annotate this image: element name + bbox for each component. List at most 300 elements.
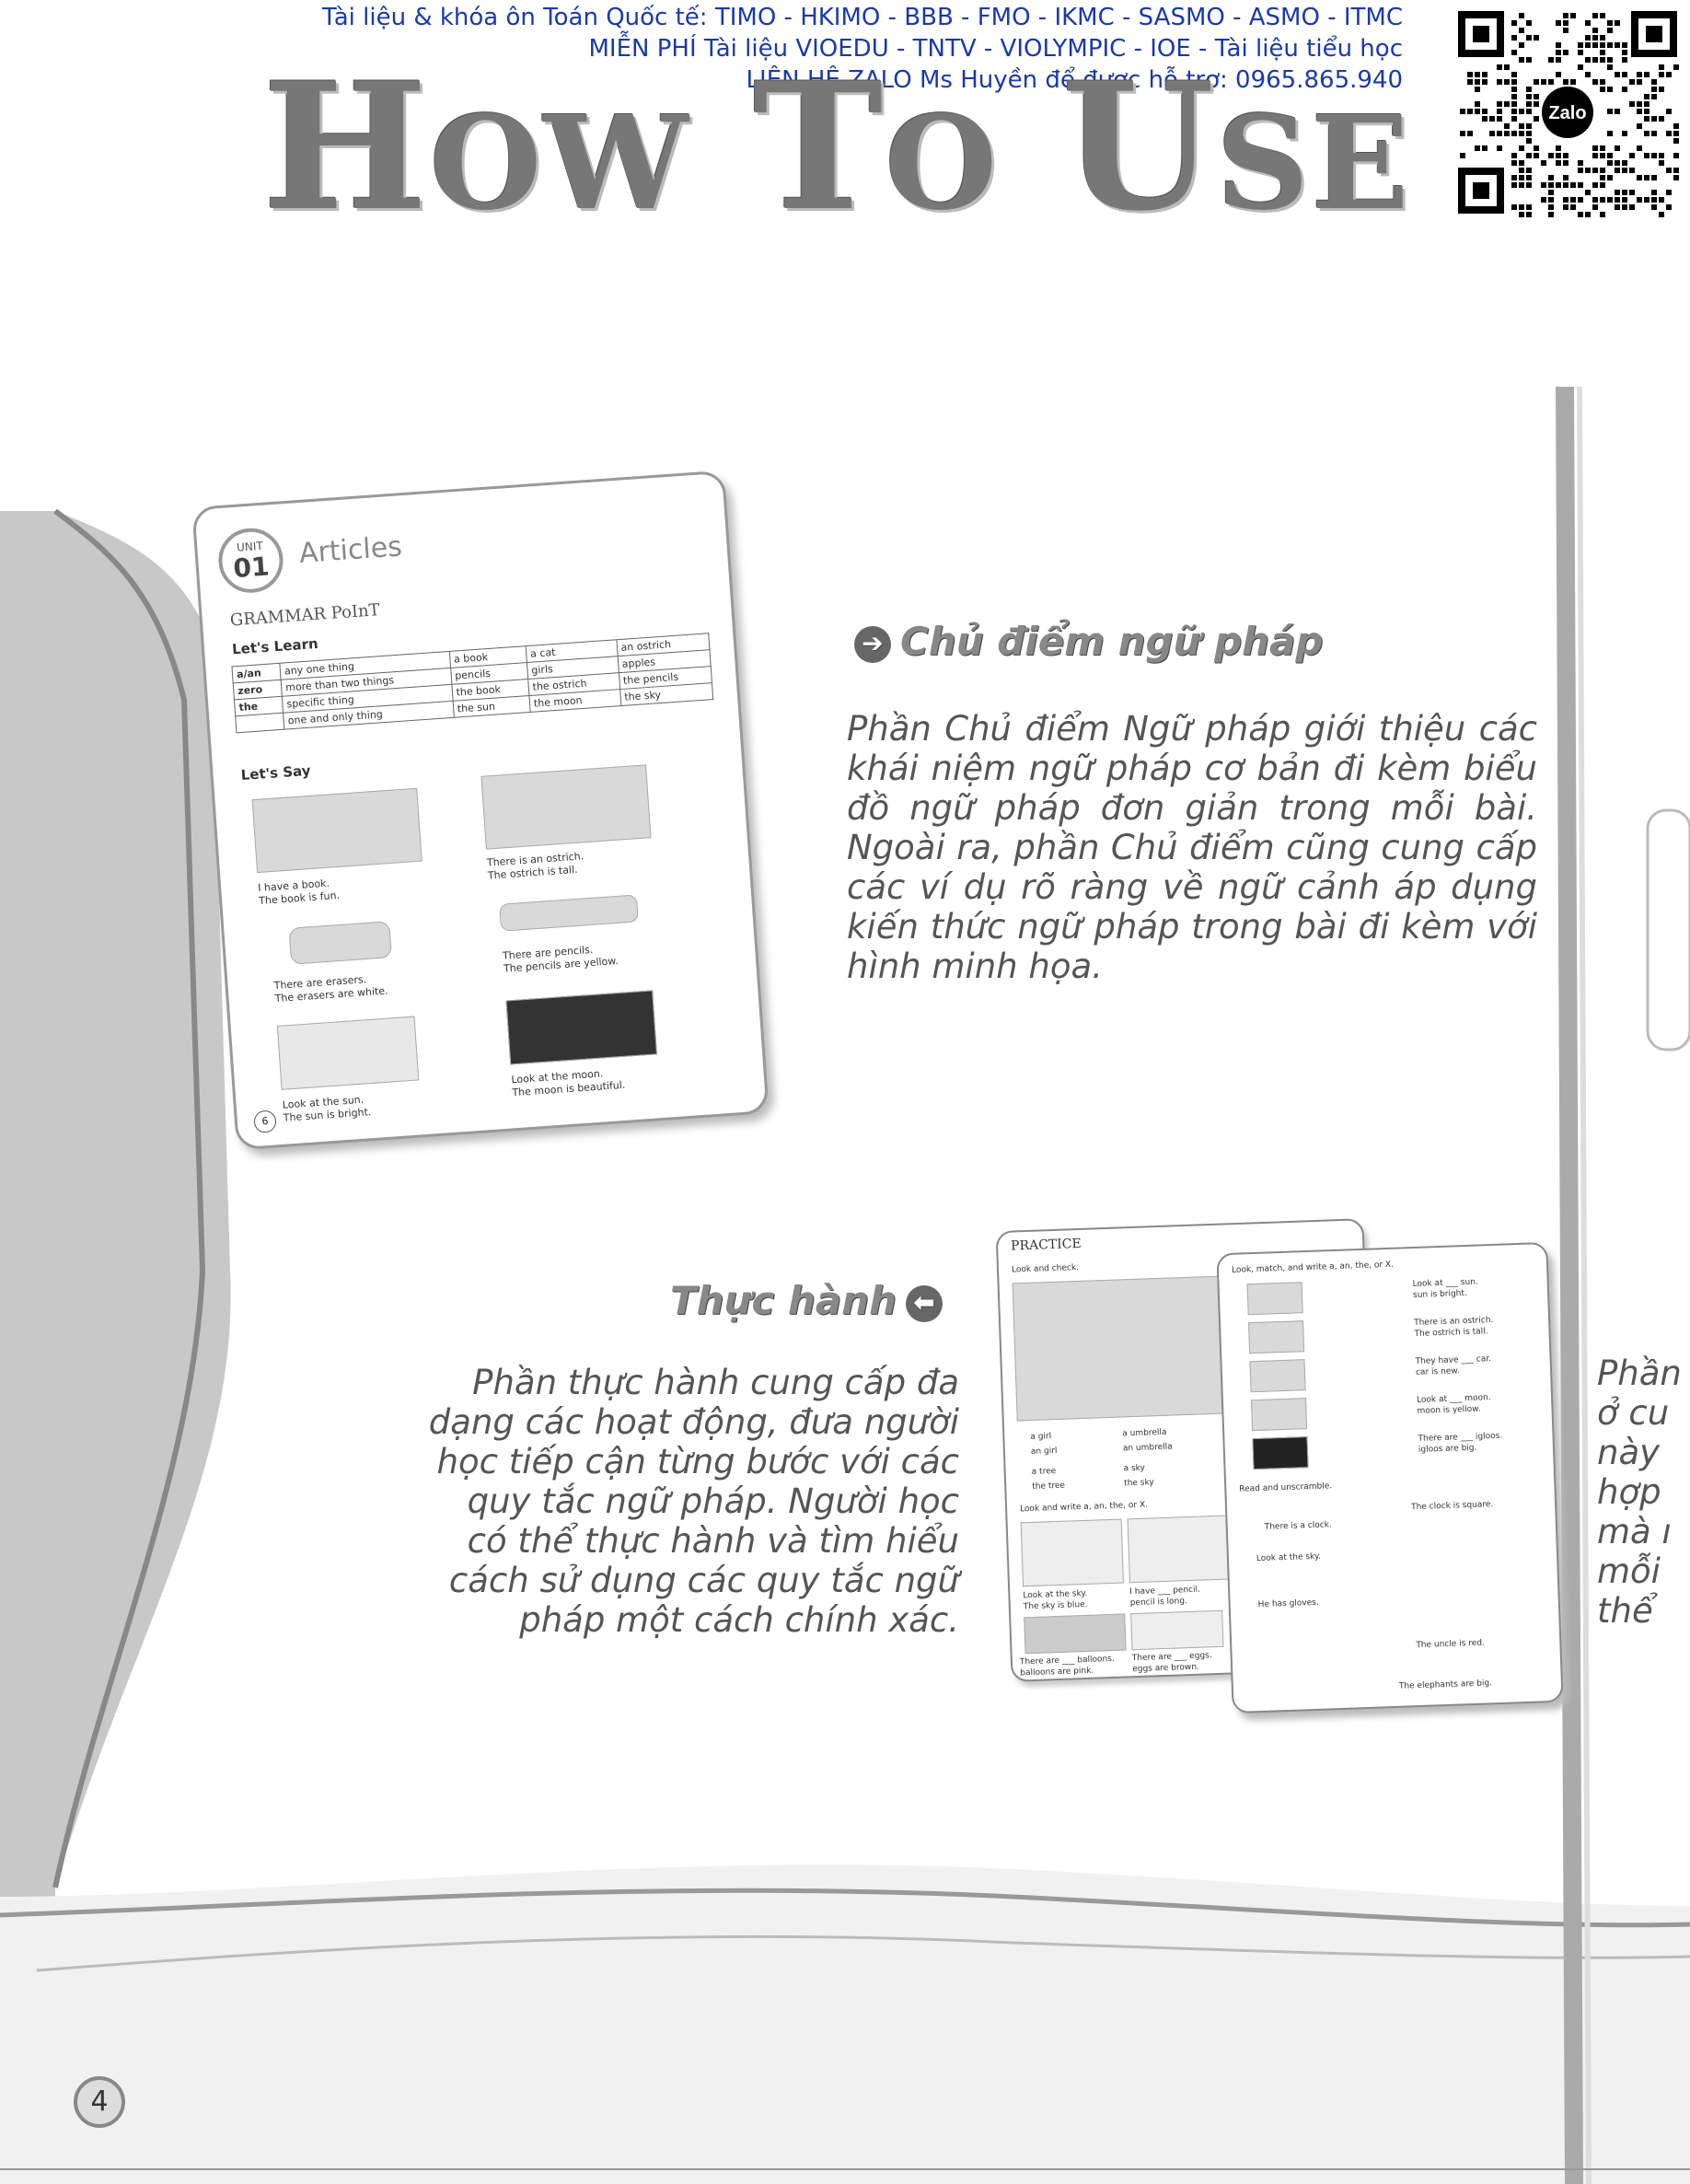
qr-module xyxy=(1607,42,1613,48)
qr-module xyxy=(1622,131,1627,136)
match-item-9: There are ___ igloos. xyxy=(1418,1431,1503,1444)
qr-module xyxy=(1585,42,1591,48)
qr-module xyxy=(1578,197,1583,203)
moon-picture xyxy=(505,990,656,1064)
qr-module xyxy=(1607,109,1613,114)
table-cell: apples xyxy=(618,650,712,673)
qr-module xyxy=(1526,212,1532,217)
title-rest-o: O xyxy=(885,88,1000,239)
match-item-5: They have ___ car. xyxy=(1415,1354,1492,1366)
qr-module xyxy=(1673,131,1679,136)
qr-module xyxy=(1570,13,1576,18)
qr-module xyxy=(1548,153,1554,158)
table-cell: the ostrich xyxy=(528,673,620,696)
qr-module xyxy=(1637,79,1642,85)
qr-module xyxy=(1629,79,1635,85)
qr-module xyxy=(1460,131,1465,136)
qr-module xyxy=(1607,197,1613,203)
qr-module xyxy=(1644,101,1649,107)
qr-module xyxy=(1497,79,1502,85)
qr-module xyxy=(1622,190,1627,195)
caption-4: There are pencils. The pencils are yellow. xyxy=(502,943,619,975)
qr-module xyxy=(1637,72,1642,77)
qr-module xyxy=(1651,190,1657,195)
qr-module xyxy=(1526,204,1532,210)
caption-5: Look at the sun. The sun is bright. xyxy=(282,1093,372,1124)
qr-module xyxy=(1644,153,1649,158)
qr-module xyxy=(1519,42,1524,48)
qr-module xyxy=(1585,212,1591,217)
qr-module xyxy=(1615,190,1620,195)
b-item-8: eggs are brown. xyxy=(1132,1662,1199,1675)
qr-module xyxy=(1497,131,1502,136)
qr-module xyxy=(1511,72,1517,77)
qr-module xyxy=(1607,153,1613,158)
erasers-picture xyxy=(288,921,392,965)
qr-module xyxy=(1504,123,1510,129)
practice-paragraph: Phần thực hành cung cấp đa dạng các hoạt động, đưa người học tiếp cận từng bước với các quy tắc ngữ pháp. Người học có thể thực hành và tìm hiểu cách sử dụng các quy tắc ngữ pháp một cách chính xác. xyxy=(428,1363,959,1640)
qr-module xyxy=(1570,197,1576,203)
qr-module xyxy=(1526,20,1532,26)
sun-picture xyxy=(277,1016,420,1090)
qr-module xyxy=(1482,145,1487,151)
qr-module xyxy=(1556,20,1561,26)
qr-module xyxy=(1644,72,1649,77)
look-write-label: Look and write a, an, the, or X. xyxy=(1019,1500,1149,1515)
qr-module xyxy=(1519,131,1524,136)
qr-module xyxy=(1615,42,1620,48)
qr-module xyxy=(1592,204,1598,210)
right-line-4: hợp xyxy=(1597,1472,1661,1512)
qr-module xyxy=(1570,79,1576,85)
qr-module xyxy=(1585,35,1591,41)
qr-module xyxy=(1563,204,1568,210)
qr-module xyxy=(1511,204,1517,210)
qr-module xyxy=(1556,50,1561,55)
qr-module xyxy=(1548,57,1554,63)
qr-module xyxy=(1556,72,1561,77)
qr-module xyxy=(1519,182,1524,188)
qr-module xyxy=(1637,123,1642,129)
table-cell: an ostrich xyxy=(616,633,710,656)
option-the-sky[interactable]: the sky xyxy=(1124,1478,1154,1489)
qr-module xyxy=(1519,109,1524,114)
read-unscramble-label: Read and unscramble. xyxy=(1239,1481,1333,1494)
option-an-girl[interactable]: an girl xyxy=(1030,1446,1058,1457)
qr-module xyxy=(1600,57,1605,63)
qr-module xyxy=(1673,168,1679,173)
qr-module xyxy=(1622,197,1627,203)
qr-module xyxy=(1556,57,1561,63)
qr-module xyxy=(1497,64,1502,70)
qr-module xyxy=(1651,204,1657,210)
qr-module xyxy=(1504,101,1510,107)
right-line-2: ở cu xyxy=(1597,1393,1670,1433)
qr-module xyxy=(1511,109,1517,114)
qr-module xyxy=(1519,123,1524,129)
qr-module xyxy=(1637,175,1642,180)
qr-module xyxy=(1622,168,1627,173)
qr-module xyxy=(1607,64,1613,70)
qr-module xyxy=(1519,168,1524,173)
pencil-boy-picture xyxy=(1128,1515,1231,1583)
b-item-4: pencil is long. xyxy=(1129,1597,1188,1609)
table-cell: girls xyxy=(527,656,619,680)
b-item-1: Look at the sky. xyxy=(1023,1588,1088,1601)
grammar-point-paragraph: Phần Chủ điểm Ngữ pháp giới thiệu các khái niệm ngữ pháp cơ bản đi kèm biểu đồ ngữ pháp đơn giản trong mỗi bài. Ngoài ra, phần Chủ điểm cũng cung cấp các ví dụ rõ ràng về ngữ cảnh áp dụng kiến thức ngữ pháp trong bài đi kèm với hình minh họa. xyxy=(847,709,1537,986)
qr-module xyxy=(1600,212,1605,217)
qr-module xyxy=(1556,42,1561,48)
read-item-1: The clock is square. xyxy=(1410,1500,1494,1513)
qr-module xyxy=(1644,131,1649,136)
qr-module xyxy=(1534,101,1539,107)
qr-module xyxy=(1526,101,1532,107)
caption-1: I have a book. The book is fun. xyxy=(257,877,341,908)
table-cell xyxy=(236,713,284,733)
qr-module xyxy=(1475,109,1480,114)
qr-module xyxy=(1519,145,1524,151)
qr-module xyxy=(1519,13,1524,18)
qr-module xyxy=(1489,131,1495,136)
b-item-7: There are ___ eggs. xyxy=(1131,1651,1212,1664)
qr-module xyxy=(1637,109,1642,114)
look-check-label: Look and check. xyxy=(1011,1263,1080,1275)
qr-module xyxy=(1548,190,1554,195)
qr-module xyxy=(1519,28,1524,33)
option-a-sky[interactable]: a sky xyxy=(1123,1463,1146,1474)
qr-module xyxy=(1651,153,1657,158)
qr-module xyxy=(1511,50,1517,55)
qr-module xyxy=(1475,101,1480,107)
thumbnail-title: Articles xyxy=(297,530,403,571)
qr-module xyxy=(1578,182,1583,188)
qr-module xyxy=(1651,116,1657,122)
qr-module xyxy=(1475,145,1480,151)
qr-module xyxy=(1592,153,1598,158)
qr-module xyxy=(1534,35,1539,41)
qr-module xyxy=(1651,131,1657,136)
match-item-4: The ostrich is tall. xyxy=(1414,1327,1488,1339)
qr-module xyxy=(1460,153,1465,158)
ostrich-picture xyxy=(480,764,651,849)
qr-module xyxy=(1511,87,1517,92)
qr-module xyxy=(1519,212,1524,217)
qr-module xyxy=(1651,79,1657,85)
unit-label: UNIT xyxy=(236,539,264,554)
qr-module xyxy=(1578,168,1583,173)
qr-module xyxy=(1622,57,1627,63)
table-cell: the xyxy=(234,696,283,716)
qr-module xyxy=(1659,116,1664,122)
pencils-picture xyxy=(499,894,639,931)
right-line-1: Phần xyxy=(1597,1353,1682,1393)
match-item-7: Look at ___ moon. xyxy=(1416,1393,1491,1405)
qr-module xyxy=(1651,175,1657,180)
qr-module xyxy=(1467,109,1473,114)
qr-module xyxy=(1622,50,1627,55)
read-item-3: Look at the sky. xyxy=(1256,1551,1322,1564)
qr-module xyxy=(1526,87,1532,92)
qr-module xyxy=(1585,168,1591,173)
qr-module xyxy=(1526,57,1532,63)
qr-module xyxy=(1592,42,1598,48)
qr-module xyxy=(1600,197,1605,203)
practice-heading-text: Thực hành xyxy=(670,1278,897,1323)
qr-module xyxy=(1556,182,1561,188)
page-number: 4 xyxy=(74,2076,125,2128)
lets-say-label: Let's Say xyxy=(240,761,312,784)
qr-module xyxy=(1651,197,1657,203)
qr-module xyxy=(1475,79,1480,85)
qr-module xyxy=(1467,131,1473,136)
qr-module xyxy=(1556,160,1561,166)
b-item-3: I have ___ pencil. xyxy=(1129,1585,1201,1597)
table-cell: the book xyxy=(451,680,528,702)
read-item-6: The elephants are big. xyxy=(1398,1679,1493,1691)
grammar-point-label: GRAMMAR PoInT xyxy=(229,600,381,631)
qr-module xyxy=(1534,153,1539,158)
read-item-4: He has gloves. xyxy=(1257,1597,1319,1610)
qr-module xyxy=(1563,153,1568,158)
table-cell: more than two things xyxy=(281,668,451,696)
qr-module xyxy=(1526,168,1532,173)
qr-module xyxy=(1600,35,1605,41)
balloons-picture xyxy=(1024,1613,1126,1654)
qr-module xyxy=(1504,131,1510,136)
qr-module xyxy=(1629,101,1635,107)
qr-module xyxy=(1578,42,1583,48)
qr-module xyxy=(1592,35,1598,41)
qr-module xyxy=(1615,109,1620,114)
qr-module xyxy=(1585,20,1591,26)
zalo-qr-code[interactable] xyxy=(1453,6,1683,219)
qr-module xyxy=(1511,160,1517,166)
arrow-left-icon: ⬅ xyxy=(906,1285,943,1322)
match-item-3: There is an ostrich. xyxy=(1413,1315,1494,1328)
qr-module xyxy=(1511,20,1517,26)
unit-badge xyxy=(216,526,285,595)
qr-module xyxy=(1541,197,1546,203)
qr-module xyxy=(1526,182,1532,188)
read-item-5: The uncle is red. xyxy=(1416,1638,1486,1651)
eggs-picture xyxy=(1130,1610,1223,1650)
match-pic-1 xyxy=(1247,1282,1303,1315)
qr-module xyxy=(1511,101,1517,107)
grammar-point-heading-text: Chủ điểm ngữ pháp xyxy=(900,619,1324,664)
right-line-7: thể xyxy=(1597,1591,1653,1631)
option-an-umbrella[interactable]: an umbrella xyxy=(1122,1442,1173,1454)
qr-module xyxy=(1637,145,1642,151)
qr-module xyxy=(1526,35,1532,41)
qr-module xyxy=(1615,168,1620,173)
qr-module xyxy=(1592,79,1598,85)
option-the-tree[interactable]: the tree xyxy=(1032,1481,1066,1492)
qr-module xyxy=(1615,160,1620,166)
qr-module xyxy=(1666,204,1672,210)
practice-thumbnail-right xyxy=(1216,1242,1563,1714)
qr-module xyxy=(1600,168,1605,173)
caption-3: There are erasers. The erasers are white. xyxy=(273,973,389,1005)
table-cell: zero xyxy=(233,680,282,700)
qr-module xyxy=(1548,79,1554,85)
qr-module xyxy=(1622,204,1627,210)
qr-module xyxy=(1511,116,1517,122)
option-a-girl[interactable]: a girl xyxy=(1030,1432,1052,1442)
match-item-10: igloos are big. xyxy=(1418,1443,1477,1455)
qr-module xyxy=(1519,160,1524,166)
caption-2: There is an ostrich. The ostrich is tall. xyxy=(486,850,585,882)
qr-module xyxy=(1482,116,1487,122)
qr-module xyxy=(1600,87,1605,92)
qr-module xyxy=(1548,197,1554,203)
table-cell: the moon xyxy=(529,690,621,713)
qr-module xyxy=(1600,50,1605,55)
qr-module xyxy=(1497,145,1502,151)
qr-module xyxy=(1497,101,1502,107)
b-item-6: balloons are pink. xyxy=(1020,1666,1094,1679)
qr-module xyxy=(1659,72,1664,77)
qr-module xyxy=(1644,116,1649,122)
qr-module xyxy=(1659,197,1664,203)
qr-module xyxy=(1600,79,1605,85)
qr-module xyxy=(1548,182,1554,188)
qr-module xyxy=(1526,138,1532,144)
qr-module xyxy=(1592,13,1598,18)
qr-module xyxy=(1570,204,1576,210)
qr-module xyxy=(1460,109,1465,114)
match-pic-3 xyxy=(1249,1359,1305,1392)
promo-line-2: MIỄN PHÍ Tài liệu VIOEDU - TNTV - VIOLYMPIC - IOE - Tài liệu tiểu học xyxy=(588,35,1403,63)
zalo-label: Zalo xyxy=(1548,103,1587,123)
qr-module xyxy=(1666,109,1672,114)
grammar-point-thumbnail xyxy=(191,470,769,1151)
qr-module xyxy=(1629,153,1635,158)
qr-module xyxy=(1570,182,1576,188)
qr-module xyxy=(1592,145,1598,151)
qr-module xyxy=(1659,153,1664,158)
qr-module xyxy=(1673,175,1679,180)
qr-module xyxy=(1511,175,1517,180)
qr-module xyxy=(1534,79,1539,85)
qr-module xyxy=(1519,57,1524,63)
qr-module xyxy=(1578,160,1583,166)
match-item-6: car is new. xyxy=(1415,1366,1460,1377)
qr-module xyxy=(1534,145,1539,151)
lets-learn-label: Let's Learn xyxy=(231,634,319,658)
qr-module xyxy=(1615,72,1620,77)
right-line-5: mà ı xyxy=(1597,1512,1672,1551)
qr-module xyxy=(1607,175,1613,180)
table-cell: any one thing xyxy=(280,651,450,680)
qr-module xyxy=(1497,109,1502,114)
unit-number: 01 xyxy=(232,551,271,585)
match-pic-4 xyxy=(1251,1398,1307,1431)
practice-heading xyxy=(670,1278,952,1323)
table-cell: pencils xyxy=(450,663,527,685)
qr-module xyxy=(1600,13,1605,18)
title-rest-ow: OW xyxy=(429,88,690,239)
qr-module xyxy=(1644,175,1649,180)
qr-module xyxy=(1659,212,1664,217)
qr-module xyxy=(1541,79,1546,85)
qr-module xyxy=(1600,182,1605,188)
qr-module xyxy=(1585,190,1591,195)
option-a-umbrella[interactable]: a umbrella xyxy=(1122,1427,1167,1439)
title-letter-t: T xyxy=(752,44,886,250)
qr-module xyxy=(1511,35,1517,41)
qr-module xyxy=(1607,87,1613,92)
qr-module xyxy=(1563,197,1568,203)
qr-module xyxy=(1651,94,1657,99)
grammar-point-heading xyxy=(845,619,1323,664)
promo-line-3: LIÊN HỆ ZALO Ms Huyền để được hỗ trợ: 0965.865.940 xyxy=(746,66,1403,94)
option-a-tree[interactable]: a tree xyxy=(1031,1467,1057,1477)
qr-module xyxy=(1622,72,1627,77)
qr-module xyxy=(1615,197,1620,203)
qr-module xyxy=(1475,87,1480,92)
qr-module xyxy=(1563,160,1568,166)
qr-module xyxy=(1637,197,1642,203)
qr-module xyxy=(1666,168,1672,173)
qr-module xyxy=(1622,42,1627,48)
qr-module xyxy=(1526,131,1532,136)
match-pic-5 xyxy=(1252,1436,1308,1470)
qr-module xyxy=(1511,94,1517,99)
qr-module xyxy=(1666,190,1672,195)
sky-box-picture xyxy=(1021,1519,1124,1587)
qr-module xyxy=(1563,28,1568,33)
qr-module xyxy=(1511,79,1517,85)
b-item-2: The sky is blue. xyxy=(1023,1599,1088,1612)
qr-module xyxy=(1519,175,1524,180)
table-cell: the sky xyxy=(619,683,713,706)
table-cell: a/an xyxy=(232,663,281,683)
qr-module xyxy=(1578,64,1583,70)
qr-module xyxy=(1489,116,1495,122)
qr-module xyxy=(1482,109,1487,114)
qr-module xyxy=(1622,87,1627,92)
qr-module xyxy=(1644,197,1649,203)
practice-title: PRACTICE xyxy=(1010,1236,1082,1254)
read-item-2: There is a clock. xyxy=(1264,1520,1332,1532)
qr-module xyxy=(1673,153,1679,158)
title-rest-se: SE xyxy=(1216,88,1411,239)
table-cell: a book xyxy=(449,646,527,668)
qr-module xyxy=(1592,57,1598,63)
qr-module xyxy=(1497,116,1502,122)
qr-module xyxy=(1600,145,1605,151)
qr-module xyxy=(1563,182,1568,188)
qr-module xyxy=(1526,109,1532,114)
qr-module xyxy=(1651,87,1657,92)
qr-pattern xyxy=(1453,6,1683,219)
qr-module xyxy=(1534,94,1539,99)
title-letter-u: U xyxy=(1061,44,1217,250)
qr-module xyxy=(1637,101,1642,107)
qr-module xyxy=(1607,131,1613,136)
right-line-6: mỗi xyxy=(1597,1551,1661,1591)
qr-module xyxy=(1563,20,1568,26)
qr-module xyxy=(1526,153,1532,158)
promo-line-1: Tài liệu & khóa ôn Toán Quốc tế: TIMO - HKIMO - BBB - FMO - IKMC - SASMO - ASMO - ITMC xyxy=(321,4,1403,31)
caption-6: Look at the moon. The moon is beautiful. xyxy=(511,1067,626,1099)
right-line-3: này xyxy=(1597,1433,1661,1472)
qr-module xyxy=(1659,160,1664,166)
qr-module xyxy=(1563,50,1568,55)
qr-module xyxy=(1578,50,1583,55)
boy-book-picture xyxy=(252,788,422,873)
b-item-5: There are ___ balloons. xyxy=(1019,1654,1115,1667)
